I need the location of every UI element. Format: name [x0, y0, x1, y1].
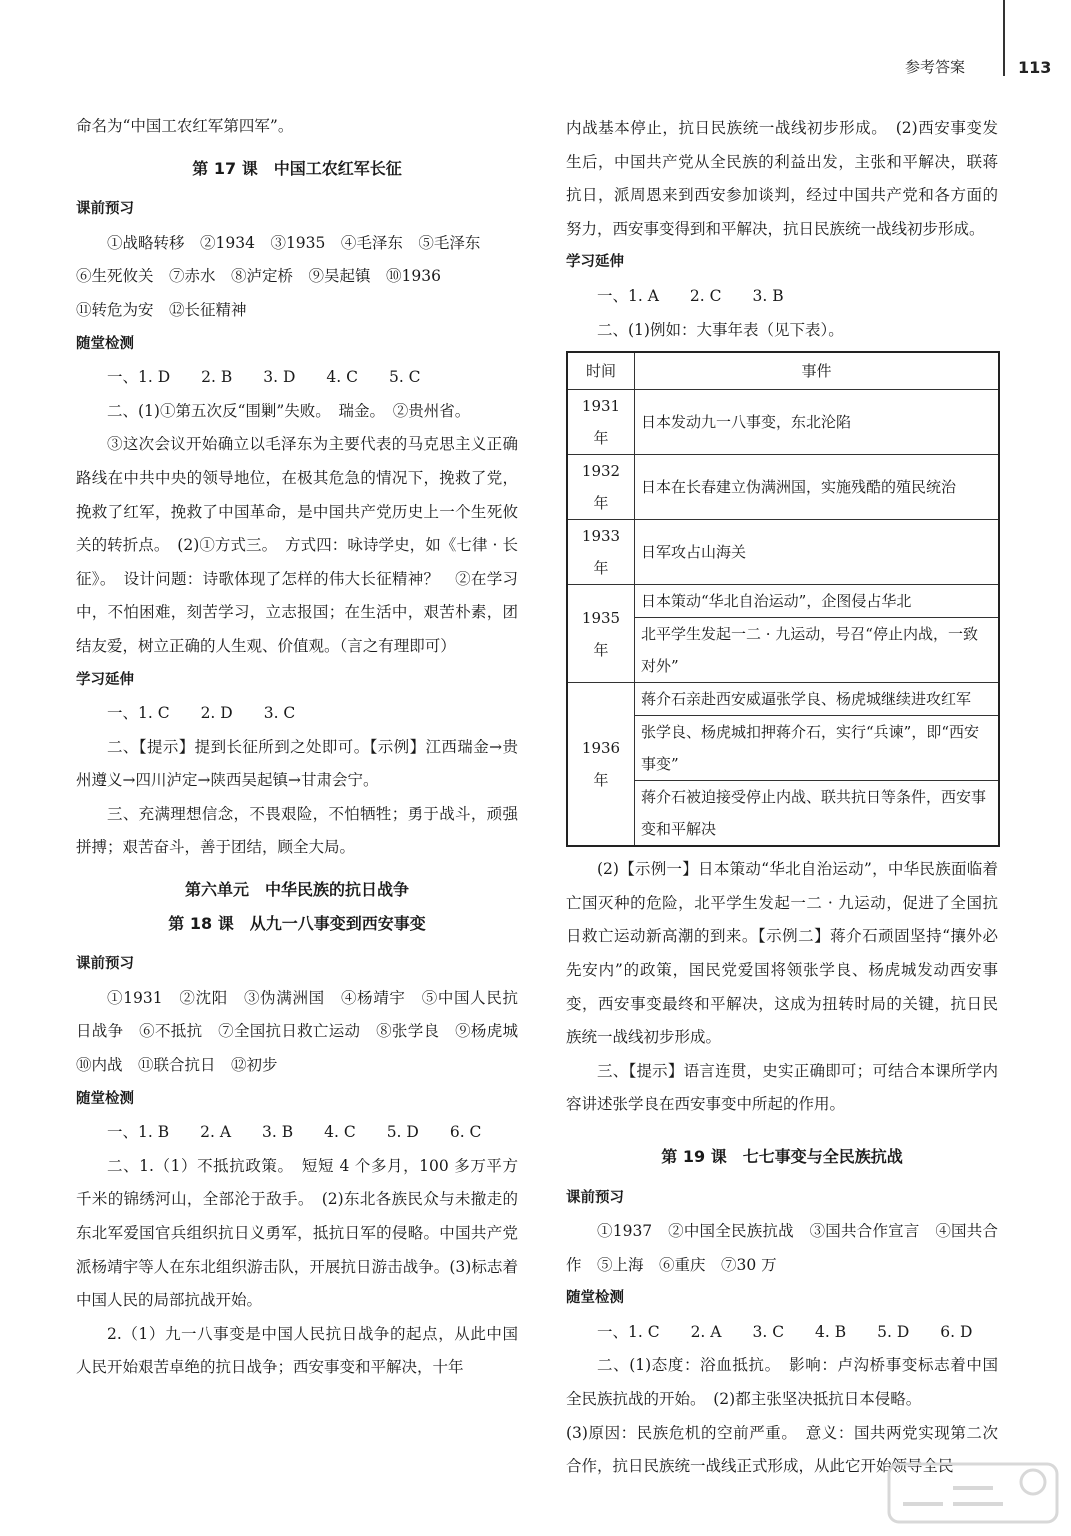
section-heading: 随堂检测 [76, 335, 134, 352]
table-cell-event: 张学良、杨虎城扣押蒋介石，实行“兵谏”，即“西安事变” [635, 716, 1000, 781]
events-table [566, 351, 1000, 847]
table-cell-year: 1936 年 [567, 683, 635, 847]
answer-line: ①战略转移 ②1934 ③1935 ④毛泽东 ⑤毛泽东 [107, 233, 481, 252]
table-row [567, 585, 999, 618]
table-cell-event: 日本发动九一八事变，东北沦陷 [635, 390, 1000, 455]
table-header-row [567, 352, 999, 390]
lesson-17-title: 第 17 课 中国工农红军长征 [192, 158, 402, 178]
answer-paragraph: ①1937 ②中国全民族抗战 ③国共合作宣言 ④国共合作 ⑤上海 ⑥重庆 ⑦30 万 [566, 1222, 998, 1274]
lesson-19-title: 第 19 课 七七事变与全民族抗战 [661, 1146, 903, 1166]
table-cell-year: 1933 年 [567, 520, 635, 585]
watermark-logo [883, 1458, 1063, 1528]
answer-line: 一、1. C 2. A 3. C 4. B 5. D 6. D [597, 1322, 973, 1341]
table-row [567, 390, 999, 455]
section-heading: 随堂检测 [76, 1090, 134, 1107]
answer-line: 一、1. D 2. B 3. D 4. C 5. C [107, 368, 421, 387]
answer-paragraph: 二、1.（1）不抵抗政策。 短短 4 个多月，100 多万平方千米的锦绣河山，全部沦于敌手。 (2)东北各族民众与未撤走的东北军爱国官兵组织抗日义勇军，抵抗日军的侵略。中国共产党派杨靖宇等人在东北组织游击队，开展抗日游击战争。(3)标志着中国人民的局部抗战开始。 [76, 1156, 518, 1310]
answer-paragraph: 内战基本停止，抗日民族统一战线初步形成。 (2)西安事变发生后，中国共产党从全民族的利益出发，主张和平解决，联蒋抗日，派周恩来到西安参加谈判，经过中国共产党和各方面的努力，西安事变得到和平解决，抗日民族统一战线初步形成。 [566, 119, 998, 238]
section-heading: 课前预习 [566, 1189, 624, 1206]
unit-6-title: 第六单元 中华民族的抗日战争 [184, 880, 409, 900]
table-cell-event: 日军攻占山海关 [635, 520, 1000, 585]
table-cell-year: 1932 年 [567, 455, 635, 520]
answer-paragraph: 2.（1）九一八事变是中国人民抗日战争的起点，从此中国人民开始艰苦卓绝的抗日战争；西安事变和平解决，十年 [76, 1324, 518, 1377]
answer-paragraph: ③这次会议开始确立以毛泽东为主要代表的马克思主义正确路线在中共中央的领导地位，在极其危急的情况下，挽救了党，挽救了红军，挽救了中国革命，是中国共产党历史上一个生死攸关的转折点。 (2)①方式三。 方式四：咏诗学史，如《七律 · 长征》。 设计问题：诗歌体现了怎样的伟大长征精神？ ②在学习中，不怕困难，刻苦学习，立志报国；在生活中，艰苦朴素，团结友爱，树立正确的人生观、价值观。（言之有理即可） [76, 435, 518, 655]
section-heading: 学习延伸 [566, 254, 624, 271]
table-header-year: 时间 [567, 352, 635, 390]
header-divider [1003, 0, 1005, 76]
answer-line: ⑥生死攸关 ⑦赤水 ⑧泸定桥 ⑨吴起镇 ⑩1936 [76, 267, 441, 286]
left-column [76, 110, 534, 1385]
answer-line: 二、(1)①第五次反“围剿”失败。 瑞金。 ②贵州省。 [107, 401, 471, 420]
answer-paragraph: 三、【提示】语言连贯，史实正确即可；可结合本课所学内容讲述张学良在西安事变中所起的作用。 [566, 1061, 998, 1114]
answer-line: ⑪转危为安 ⑫长征精神 [76, 300, 247, 319]
table-cell-year: 1935 年 [567, 585, 635, 683]
page-number: 113 [1018, 58, 1052, 77]
table-header-event: 事件 [635, 352, 1000, 390]
answer-paragraph: 二、(1)态度：浴血抵抗。 影响：卢沟桥事变标志着中国全民族抗战的开始。 (2)都主张坚决抵抗日本侵略。 [566, 1356, 998, 1409]
answer-paragraph: 二、【提示】提到长征所到之处即可。【示例】江西瑞金→贵州遵义→四川泸定→陕西吴起镇→甘肃会宁。 [76, 737, 518, 790]
table-cell-event: 蒋介石被迫接受停止内战、联共抗日等条件，西安事变和平解决 [635, 781, 1000, 847]
continued-text: 命名为“中国工农红军第四军”。 [76, 117, 294, 135]
answer-paragraph: 三、充满理想信念，不畏艰险，不怕牺牲；勇于战斗，顽强拼搏；艰苦奋斗，善于团结，顾全大局。 [76, 804, 518, 857]
section-heading: 课前预习 [76, 956, 134, 973]
table-row [567, 455, 999, 520]
right-column [566, 112, 998, 1484]
table-cell-event: 日本策动“华北自治运动”，企图侵占华北 [635, 585, 1000, 618]
table-cell-event: 北平学生发起一二 · 九运动，号召“停止内战，一致对外” [635, 618, 1000, 683]
section-heading: 随堂检测 [566, 1290, 624, 1307]
lesson-18-title: 第 18 课 从九一八事变到西安事变 [168, 913, 426, 933]
section-heading: 学习延伸 [76, 671, 134, 688]
answer-line: 一、1. A 2. C 3. B [597, 286, 784, 305]
answer-paragraph: (2)【示例一】日本策动“华北自治运动”，中华民族面临着亡国灭种的危险，北平学生发起一二 · 九运动，促进了全国抗日救亡运动新高潮的到来。【示例二】蒋介石顽固坚持“攘外必先安内”的政策，国民党爱国将领张学良、杨虎城发动西安事变，西安事变最终和平解决，这成为扭转时局的关键，抗日民族统一战线初步形成。 [566, 860, 998, 1047]
table-row [567, 683, 999, 716]
answer-paragraph: (3)原因：民族危机的空前严重。 意义：国共两党实现第二次合作，抗日民族统一战线正式形成，从此它开始领导全民 [566, 1423, 998, 1476]
answer-line: 一、1. C 2. D 3. C [107, 704, 296, 723]
table-cell-year: 1931 年 [567, 390, 635, 455]
table-cell-event: 日本在长春建立伪满洲国，实施残酷的殖民统治 [635, 455, 1000, 520]
table-row [567, 520, 999, 585]
header-section-label: 参考答案 [905, 58, 966, 76]
section-heading: 课前预习 [76, 201, 134, 218]
answer-line: 一、1. B 2. A 3. B 4. C 5. D 6. C [107, 1123, 482, 1142]
table-cell-event: 蒋介石亲赴西安威逼张学良、杨虎城继续进攻红军 [635, 683, 1000, 716]
answer-line: 二、(1)例如：大事年表（见下表）。 [597, 320, 844, 339]
answer-paragraph: ①1931 ②沈阳 ③伪满洲国 ④杨靖宇 ⑤中国人民抗日战争 ⑥不抵抗 ⑦全国抗日救亡运动 ⑧张学良 ⑨杨虎城 ⑩内战 ⑪联合抗日 ⑫初步 [76, 988, 534, 1075]
